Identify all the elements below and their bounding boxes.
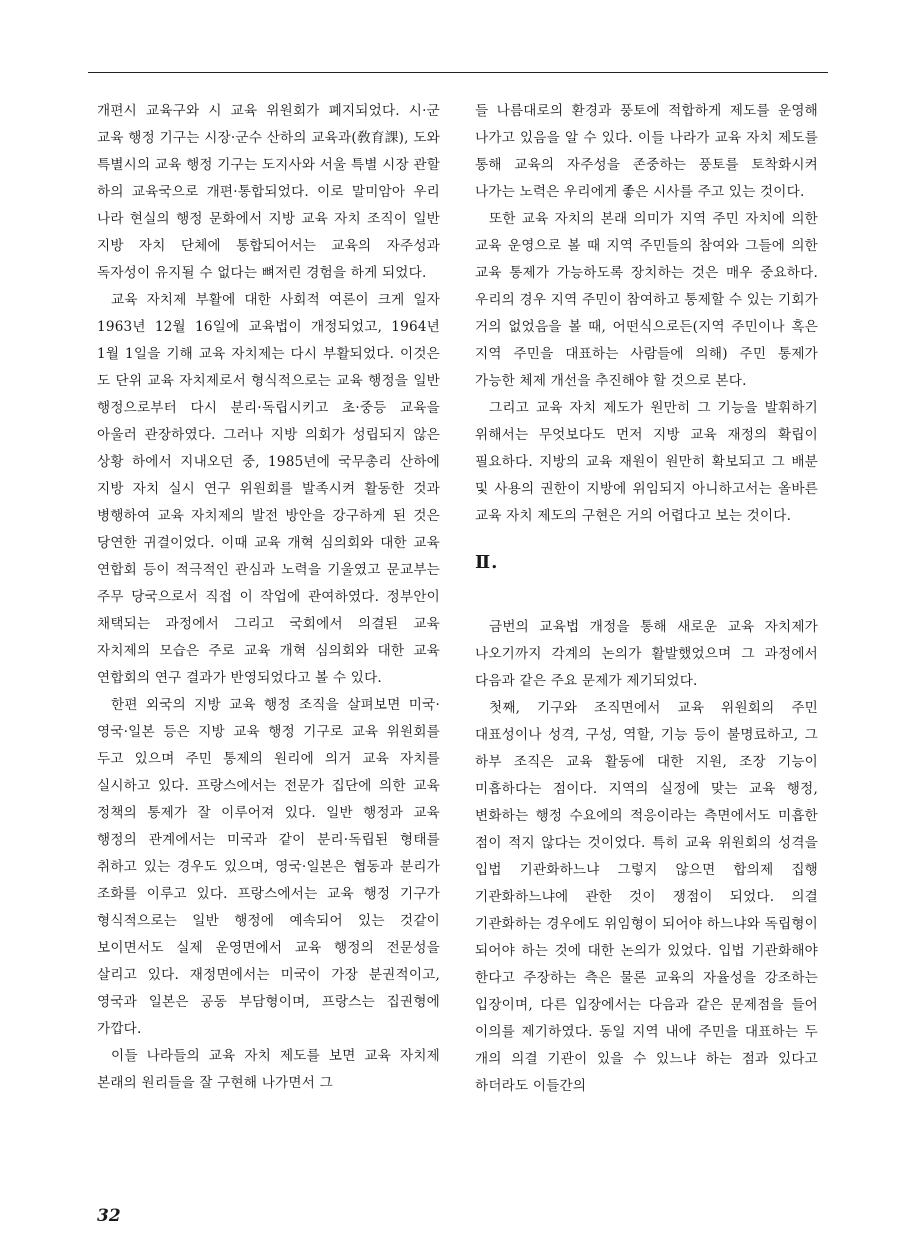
left-paragraph-3: 한편 외국의 지방 교육 행정 조직을 살펴보면 미국·영국·일본 등은 지방 교육 행정 기구로 교육 위원회를 두고 있으며 주민 통제의 원리에 의거 교육 자치를 실시하고 있다. 프랑스에서는 전문가 집단에 의한 교육 정책의 통제가 잘 이루어져 있다. 일반 행정과 교육 행정의 관계에서는 미국과 같이 분리·독립된 형태를 취하고 있는 경우도 있으며, 영국·일본은 협동과 분리가 조화를 이루고 있다. 프랑스에서는 교육 행정 기구가 형식적으로는 일반 행정에 예속되어 있는 것같이 보이면서도 실제 운영면에서 교육 행정의 전문성을 살리고 있다. 재정면에서는 미국이 가장 분권적이고, 영국과 일본은 공동 부담형이며, 프랑스는 집권형에 가깝다.: [97, 697, 440, 1037]
section-heading: Ⅱ.: [475, 552, 499, 573]
page-number: 32: [97, 1206, 121, 1226]
left-paragraph-1: 개편시 교육구와 시 교육 위원회가 폐지되었다. 시·군 교육 행정 기구는 시장·군수 산하의 교육과(敎育課), 도와 특별시의 교육 행정 기구는 도지사와 서울 특별 시장 관할 하의 교육국으로 개편·통합되었다. 이로 말미암아 우리 나라 현실의 행정 문화에서 지방 교육 자치 조직이 일반 지방 자치 단체에 통합되어서는 교육의 자주성과 독자성이 유지될 수 없다는 뼈저린 경험을 하게 되었다.: [97, 103, 440, 281]
left-column: [97, 98, 440, 1097]
right-paragraph-5: 첫째, 기구와 조직면에서 교육 위원회의 주민 대표성이나 성격, 구성, 역할, 기능 등이 불명료하고, 그 하부 조직은 교육 활동에 대한 지원, 조장 기능이 미흡하다는 점이다. 지역의 실정에 맞는 교육 행정, 변화하는 행정 수요에의 적응이라는 측면에서도 미흡한 점이 적지 않다는 것이었다. 특히 교육 위원회의 성격을 입법 기관화하느냐 그렇지 않으면 합의제 집행 기관화하느냐에 관한 것이 쟁점이 되었다. 의결 기관화하는 경우에도 위임형이 되어야 하느냐와 독립형이 되어야 하는 것에 대한 논의가 있었다. 입법 기관화해야 한다고 주장하는 측은 물론 교육의 자율성을 강조하는 입장이며, 다른 입장에서는 다음과 같은 문제점을 들어 이의를 제기하였다. 동일 지역 내에 주민을 대표하는 두 개의 의결 기관이 있을 수 있느냐 하는 점과 있다고 하더라도 이들간의: [475, 700, 818, 1094]
right-paragraph-2: 또한 교육 자치의 본래 의미가 지역 주민 자치에 의한 교육 운영으로 볼 때 지역 주민들의 참여와 그들에 의한 교육 통제가 가능하도록 장치하는 것은 매우 중요하다. 우리의 경우 지역 주민이 참여하고 통제할 수 있는 기회가 거의 없었음을 볼 때, 어떤식으로든(지역 주민이나 혹은 지역 주민을 대표하는 사람들에 의해) 주민 통제가 가능한 체제 개선을 추진해야 할 것으로 본다.: [475, 211, 818, 389]
right-paragraph-3: 그리고 교육 자치 제도가 원만히 그 기능을 발휘하기 위해서는 무엇보다도 먼저 지방 교육 재정의 확립이 필요하다. 지방의 교육 재원이 원만히 확보되고 그 배분 및 사용의 권한이 지방에 위임되지 아니하고서는 올바른 교육 자치 제도의 구현은 거의 어렵다고 보는 것이다.: [475, 400, 818, 524]
right-paragraph-1: 들 나름대로의 환경과 풍토에 적합하게 제도를 운영해 나가고 있음을 알 수 있다. 이들 나라가 교육 자치 제도를 통해 교육의 자주성을 존중하는 풍토를 토착화시켜 나가는 노력은 우리에게 좋은 시사를 주고 있는 것이다.: [475, 103, 818, 200]
left-paragraph-4: 이들 나라들의 교육 자치 제도를 보면 교육 자치제 본래의 원리들을 잘 구현해 나가면서 그: [97, 1048, 440, 1091]
right-paragraph-4: 금번의 교육법 개정을 통해 새로운 교육 자치제가 나오기까지 각계의 논의가 활발했었으며 그 과정에서 다음과 같은 주요 문제가 제기되었다.: [475, 619, 818, 689]
right-column: [475, 98, 818, 1100]
left-paragraph-2: 교육 자치제 부활에 대한 사회적 여론이 크게 일자 1963년 12월 16일에 교육법이 개정되었고, 1964년 1월 1일을 기해 교육 자치제는 다시 부활되었다. 이것은 도 단위 교육 자치제로서 형식적으로는 교육 행정을 일반 행정으로부터 다시 분리·독립시키고 초·중등 교육을 아울러 관장하였다. 그러나 지방 의회가 성립되지 않은 상황 하에서 지내오던 중, 1985년에 국무총리 산하에 지방 자치 실시 연구 위원회를 발족시켜 활동한 것과 병행하여 교육 자치제의 발전 방안을 강구하게 된 것은 당연한 귀결이었다. 이때 교육 개혁 심의회와 대한 교육 연합회 등이 적극적인 관심과 노력을 기울였고 문교부는 주무 당국으로서 직접 이 작업에 관여하였다. 정부안이 채택되는 과정에서 그리고 국회에서 의결된 교육 자치제의 모습은 주로 교육 개혁 심의회와 대한 교육 연합회의 연구 결과가 반영되었다고 볼 수 있다.: [97, 292, 440, 686]
header-rule: [88, 72, 828, 73]
